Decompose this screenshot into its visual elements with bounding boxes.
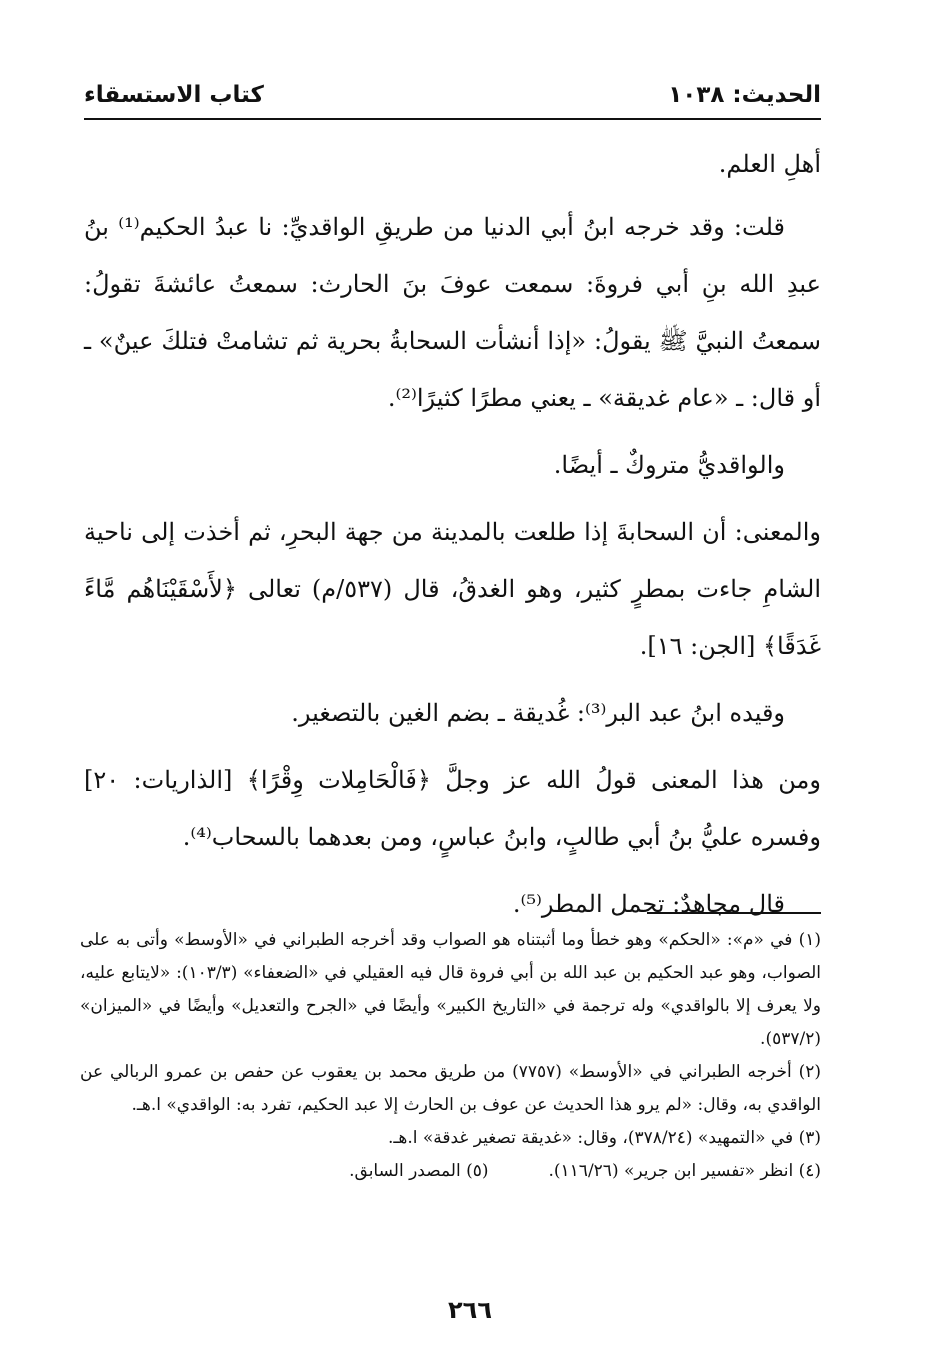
footnote-row-4-5	[80, 1155, 821, 1188]
hadith-number-label: الحديث: ١٠٣٨	[668, 82, 821, 108]
paragraph-meaning: والمعنى: أن السحابةَ إذا طلعت بالمدينة من جهة البحرِ، ثم أخذت إلى ناحية الشامِ جاءت بمطرٍ كثير، وهو الغدقُ، قال (٥٣٧/م) تعالى ﴿لأَسْقَيْنَاهُم مَّاءً غَدَقًا﴾ [الجن: ١٦].	[84, 518, 821, 660]
book-title: كتاب الاستسقاء	[84, 82, 264, 108]
header-rule	[84, 118, 821, 120]
footnote-separator	[647, 912, 821, 914]
paragraph-qultu: قلت: وقد خرجه ابنُ أبي الدنيا من طريقِ الواقديِّ: نا عبدُ الحكيم⁽¹⁾ بنُ عبدِ الله بنِ أبي فروةَ: سمعت عوفَ بنَ الحارث: سمعتُ عائشةَ تقولُ: سمعتُ النبيَّ ﷺ يقولُ: «إذا أنشأت السحابةُ بحرية ثم تشامتْ فتلكَ عينٌ» ـ أو قال: ـ «عام غديقة» ـ يعني مطرًا كثيرًا⁽²⁾.	[84, 213, 821, 412]
footnote-3: (٣) في «التمهيد» (٣٧٨/٢٤)، وقال: «غديقة تصغير غدقة» ا.هـ.	[387, 1128, 821, 1148]
paragraph-dhariyat: ومن هذا المعنى قولُ الله عز وجلَّ ﴿فَالْحَامِلات وِقْرًا﴾ [الذاريات: ٢٠] وفسره عليُّ بنُ أبي طالبٍ، وابنُ عباسٍ، ومن بعدهما بالسحاب⁽⁴⁾.	[84, 766, 821, 851]
page-number: ٢٦٦	[448, 1296, 492, 1324]
footnote-4: (٤) انظر «تفسير ابن جرير» (١١٦/٢٦).	[548, 1161, 821, 1181]
paragraph-waqidi: والواقديُّ متروكٌ ـ أيضًا.	[553, 451, 785, 479]
footnotes	[80, 924, 821, 1188]
paragraph-mujahid: قال مجاهدٌ: تحمل المطر⁽⁵⁾.	[512, 890, 785, 918]
footnote-1: (١) في «م»: «الحكم» وهو خطأ وما أثبتناه هو الصواب وقد أخرجه الطبراني في «الأوسط» وأتى به على الصواب، وهو عبد الحكيم بن عبد الله بن أبي فروة قال فيه العقيلي في «الضعفاء» (١٠٣/٣): «لايتابع عليه، ولا يعرف إلا بالواقدي» وله ترجمة في «التاريخ الكبير» وأيضًا في «الجرح والتعديل» وأيضًا في «الميزان» (٥٣٧/٢).	[80, 930, 821, 1049]
running-header	[84, 78, 821, 112]
main-text	[84, 136, 821, 943]
footnote-5: (٥) المصدر السابق.	[349, 1161, 489, 1181]
footnote-2: (٢) أخرجه الطبراني في «الأوسط» (٧٧٥٧) من طريق محمد بن يعقوب عن حفص بن عمرو الربالي عن الواقدي به، وقال: «لم يرو هذا الحديث عن عوف بن الحارث إلا عبد الحكيم، تفرد به: الواقدي» ا.هـ.	[80, 1062, 821, 1115]
paragraph-continuation: أهلِ العلم.	[718, 150, 821, 178]
paragraph-ibn-abd-al-barr: وقيده ابنُ عبد البر⁽³⁾: غُديقة ـ بضم الغين بالتصغير.	[291, 699, 785, 727]
